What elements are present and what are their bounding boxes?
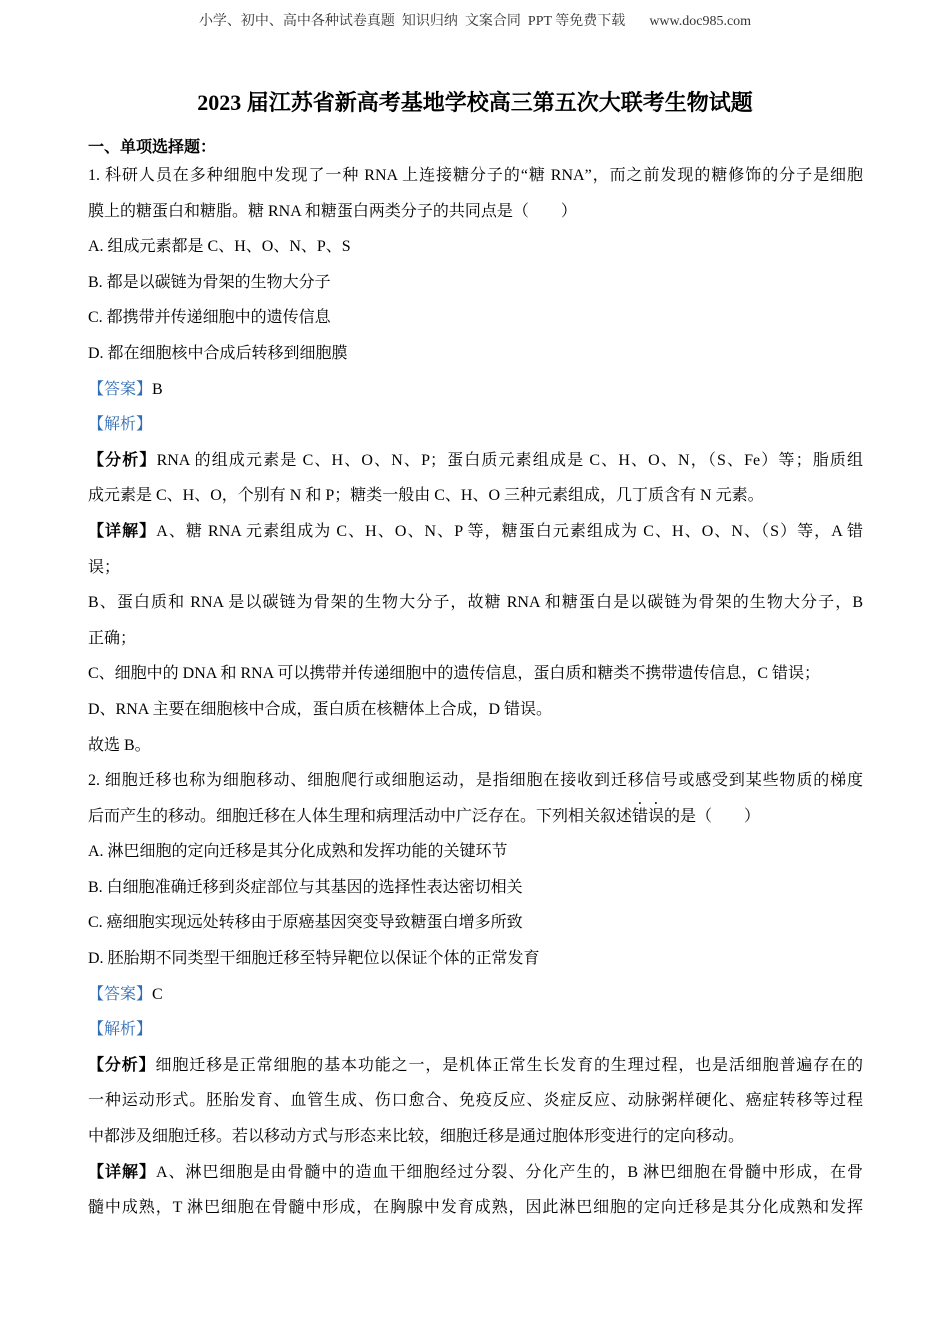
- header-tagline: 小学、初中、高中各种试卷真题 知识归纳 文案合同 PPT 等免费下载: [198, 14, 626, 29]
- q1-stem-line: 膜上的糖蛋白和糖脂。糖 RNA 和糖蛋白两类分子的共同点是（ ）: [88, 202, 577, 220]
- q1-detail-label: 【详解】: [88, 522, 157, 540]
- q1-conclusion-line: 故选 B。: [88, 736, 151, 754]
- section-heading: 一、单项选择题：: [88, 139, 217, 156]
- q2-detail-line: [88, 1155, 863, 1191]
- q2-detail-text: A、淋巴细胞是由骨髓中的造血干细胞经过分裂、分化产生的，B 淋巴细胞在骨髓中形成，在骨: [155, 1163, 863, 1181]
- q2-answer-value: C: [152, 985, 163, 1003]
- q2-stem-text: 的是（ ）: [664, 807, 761, 825]
- q1-option-a: A. 组成元素都是 C、H、O、N、P、S: [88, 238, 351, 256]
- q2-analysis-line: 一种运动形式。胚胎发育、血管生成、伤口愈合、免疫反应、炎症反应、动脉粥样硬化、癌症转移等过程: [88, 1092, 863, 1110]
- q1-analysis-text: RNA 的组成元素是 C、H、O、N、P；蛋白质元素组成是 C、H、O、N，（S、Fe）等；脂质组: [156, 451, 863, 469]
- q2-option-a: A. 淋巴细胞的定向迁移是其分化成熟和发挥功能的关键环节: [88, 843, 508, 861]
- q1-detail-line: [88, 514, 863, 550]
- q1-option-d: D. 都在细胞核中合成后转移到细胞膜: [88, 344, 348, 362]
- q1-analysis-label: 【分析】: [88, 451, 157, 469]
- q2-stem-line: 2. 细胞迁移也称为细胞移动、细胞爬行或细胞运动，是指细胞在接收到迁移信号或感受到某些物质的梯度: [88, 772, 863, 790]
- q1-answer-label: 【答案】: [88, 380, 153, 398]
- q1-detail-line: C、细胞中的 DNA 和 RNA 可以携带并传递细胞中的遗传信息，蛋白质和糖类不携带遗传信息，C 错误；: [88, 665, 821, 683]
- q2-detail-label: 【详解】: [88, 1163, 156, 1181]
- q2-answer-label: 【答案】: [88, 985, 153, 1003]
- q2-detail-line: 髓中成熟，T 淋巴细胞在骨髓中形成，在胸腺中发育成熟，因此淋巴细胞的定向迁移是其分化成熟和发挥: [88, 1199, 863, 1217]
- q1-answer-line: [88, 372, 863, 408]
- question-list: [88, 158, 863, 1226]
- q2-option-b: B. 白细胞准确迁移到炎症部位与其基因的选择性表达密切相关: [88, 878, 523, 896]
- q1-answer-value: B: [152, 380, 163, 398]
- q2-option-c: C. 癌细胞实现远处转移由于原癌基因突变导致糖蛋白增多所致: [88, 914, 523, 932]
- q2-explanation-label: 【解析】: [88, 1021, 153, 1039]
- q2-answer-line: [88, 977, 863, 1013]
- q2-analysis-label: 【分析】: [88, 1056, 156, 1074]
- q1-detail-line: B、蛋白质和 RNA 是以碳链为骨架的生物大分子，故糖 RNA 和糖蛋白是以碳链为骨架的生物大分子，B: [88, 594, 863, 612]
- q1-option-c: C. 都携带并传递细胞中的遗传信息: [88, 309, 331, 327]
- q1-stem-line: 1. 科研人员在多种细胞中发现了一种 RNA 上连接糖分子的“糖 RNA”，而之前发现的糖修饰的分子是细胞: [88, 167, 863, 184]
- q1-detail-text: A、糖 RNA 元素组成为 C、H、O、N、P 等，糖蛋白元素组成为 C、H、O、N、（S）等，A 错: [156, 522, 863, 540]
- q2-stem-emphasis: 错误: [632, 807, 665, 825]
- exam-title: 2023 届江苏省新高考基地学校高三第五次大联考生物试题: [197, 90, 753, 115]
- q1-analysis-line: 成元素是 C、H、O，个别有 N 和 P；糖类一般由 C、H、O 三种元素组成，几丁质含有 N 元素。: [88, 487, 764, 505]
- q2-option-d: D. 胚胎期不同类型干细胞迁移至特异靶位以保证个体的正常发育: [88, 950, 540, 968]
- q1-explanation-label: 【解析】: [88, 416, 153, 434]
- q1-detail-line: D、RNA 主要在细胞核中合成，蛋白质在核糖体上合成，D 错误。: [88, 700, 553, 718]
- q2-analysis-line: 中都涉及细胞迁移。若以移动方式与形态来比较，细胞迁移是通过胞体形变进行的定向移动。: [88, 1128, 745, 1146]
- q2-stem-line: [88, 799, 863, 835]
- header-url: www.doc985.com: [649, 14, 752, 29]
- q2-stem-text: 后而产生的移动。细胞迁移在人体生理和病理活动中广泛存在。下列相关叙述: [88, 807, 633, 825]
- page-header: [0, 12, 950, 32]
- q1-detail-line: 误；: [88, 558, 121, 576]
- q1-detail-line: 正确；: [88, 629, 137, 647]
- q2-analysis-text: 细胞迁移是正常细胞的基本功能之一，是机体正常生长发育的生理过程，也是活细胞普遍存在的: [155, 1056, 863, 1074]
- q1-option-b: B. 都是以碳链为骨架的生物大分子: [88, 273, 331, 291]
- q2-analysis-line: [88, 1048, 863, 1084]
- q1-analysis-line: [88, 443, 863, 479]
